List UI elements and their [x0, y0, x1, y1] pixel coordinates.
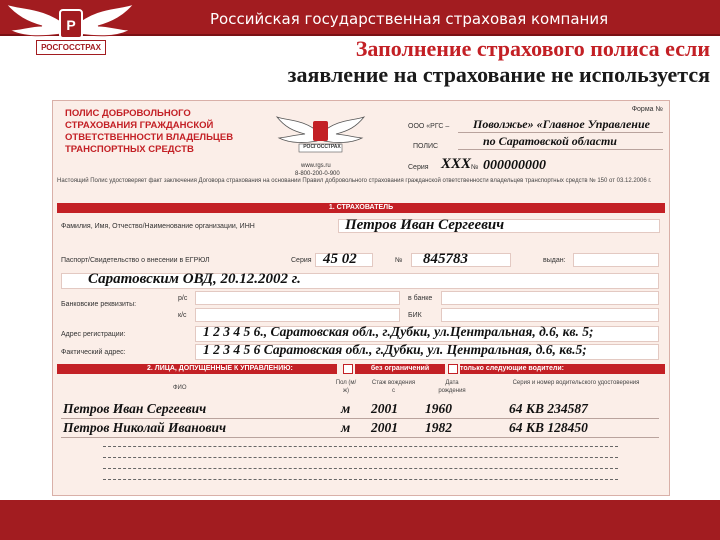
- driver-born: 1960: [425, 401, 452, 416]
- rs-label: р/с: [178, 295, 188, 302]
- policy-title-line: СТРАХОВАНИЯ ГРАЖДАНСКОЙ: [65, 120, 214, 131]
- policy-document: [52, 100, 670, 496]
- fio-value: Петров Иван Сергеевич: [345, 217, 505, 233]
- col-license: Серия и номер водительского удостоверения: [512, 380, 640, 386]
- col-since: Стаж вождения с: [371, 380, 416, 394]
- ks-field: [195, 308, 400, 322]
- driver-born: 1982: [425, 420, 452, 435]
- series-label: Серия: [408, 164, 429, 171]
- underline: [458, 149, 663, 150]
- strike-line: [103, 446, 618, 447]
- fact-addr-value: 1 2 3 4 5 6 Саратовская обл., г.Дубки, ул. Центральная, д.6, кв.5;: [203, 342, 587, 357]
- number-value: 000000000: [483, 158, 546, 173]
- only-drivers-label: только следующие водители:: [460, 364, 665, 374]
- passport-series-label: Серия: [291, 257, 312, 264]
- site-text: www.rgs.ru: [301, 163, 331, 169]
- col-born: Дата рождения: [438, 380, 466, 394]
- slide-title-line2: заявление на страхование не используется: [287, 62, 710, 87]
- driver-since: 2001: [371, 420, 398, 435]
- slide-title: [150, 36, 710, 88]
- bottom-bar: [0, 500, 720, 540]
- strike-line: [103, 479, 618, 480]
- company-name: Российская государственная страховая компания: [210, 10, 609, 28]
- passport-no-label: №: [395, 257, 403, 264]
- policy-title-line: ТРАНСПОРТНЫХ СРЕДСТВ: [65, 144, 194, 155]
- col-fio: ФИО: [173, 385, 187, 391]
- row-line: [61, 418, 659, 419]
- driver-since: 2001: [371, 401, 398, 416]
- slide-title-line1: Заполнение страхового полиса если: [355, 36, 710, 61]
- issued-label: выдан:: [543, 257, 566, 264]
- section2-header: 2. ЛИЦА, ДОПУЩЕННЫЕ К УПРАВЛЕНИЮ:: [57, 364, 337, 374]
- rs-field: [195, 291, 400, 305]
- strike-line: [103, 457, 618, 458]
- issued-field: [573, 253, 659, 267]
- driver-sex: м: [341, 401, 351, 416]
- section1-header: 1. СТРАХОВАТЕЛЬ: [57, 203, 665, 213]
- polis-label: ПОЛИС: [413, 143, 439, 150]
- underline: [458, 132, 663, 133]
- reg-addr-label: Адрес регистрации:: [61, 331, 126, 338]
- org-prefix: ООО «РГС –: [408, 123, 450, 130]
- bank-in-field: [441, 291, 659, 305]
- policy-title-line: ПОЛИС ДОБРОВОЛЬНОГО: [65, 108, 191, 119]
- fact-addr-label: Фактический адрес:: [61, 349, 126, 356]
- ks-label: к/с: [178, 312, 187, 319]
- eagle-emblem-icon: [273, 111, 368, 171]
- fio-label: Фамилия, Имя, Отчество/Наименование организации, ИНН: [61, 223, 255, 230]
- bank-in-label: в банке: [408, 295, 433, 302]
- strike-line: [103, 468, 618, 469]
- bank-label: Банковские реквизиты:: [61, 301, 137, 308]
- reg-addr-value: 1 2 3 4 5 6., Саратовская обл., г.Дубки, ул.Центральная, д.6, кв. 5;: [203, 324, 594, 339]
- bik-label: БИК: [408, 312, 422, 319]
- driver-license: 64 КВ 128450: [509, 420, 588, 435]
- emblem-text: РОСГОССТРАХ: [303, 144, 341, 150]
- policy-notice: Настоящий Полис удостоверяет факт заключения Договора страхования на основании Правил добровольного страхования гражданской ответственности владельцев транспортных средств № 150 от 03.12.2006 г.: [57, 178, 652, 184]
- passport-series: 45 02: [323, 251, 357, 267]
- phone-text: 8-800-200-0-900: [295, 171, 340, 177]
- passport-no: 845783: [423, 251, 468, 267]
- driver-sex: м: [341, 420, 351, 435]
- col-sex: Пол (м/ж): [335, 380, 357, 394]
- org-line1: Поволжье» «Главное Управление: [473, 117, 650, 131]
- driver-license: 64 КВ 234587: [509, 401, 588, 416]
- logo-text: РОСГОССТРАХ: [36, 40, 106, 55]
- driver-name: Петров Иван Сергеевич: [63, 401, 207, 416]
- number-sign: №: [471, 164, 479, 171]
- series-value: XXX: [441, 156, 472, 172]
- form-number-label: Форма №: [631, 106, 663, 113]
- issued-value: Саратовским ОВД, 20.12.2002 г.: [88, 271, 301, 287]
- policy-title-line: ОТВЕТСТВЕННОСТИ ВЛАДЕЛЬЦЕВ: [65, 132, 234, 143]
- driver-name: Петров Николай Иванович: [63, 420, 227, 435]
- no-limit-checkbox[interactable]: [343, 364, 353, 374]
- row-line: [61, 437, 659, 438]
- policy-title: [65, 108, 233, 156]
- passport-label: Паспорт/Свидетельство о внесении в ЕГРЮЛ: [61, 257, 210, 264]
- bik-field: [441, 308, 659, 322]
- org-line2: по Саратовской области: [483, 134, 617, 148]
- only-drivers-checkbox[interactable]: [448, 364, 458, 374]
- no-limit-label: без ограничений: [355, 364, 445, 374]
- svg-text:P: P: [66, 17, 76, 33]
